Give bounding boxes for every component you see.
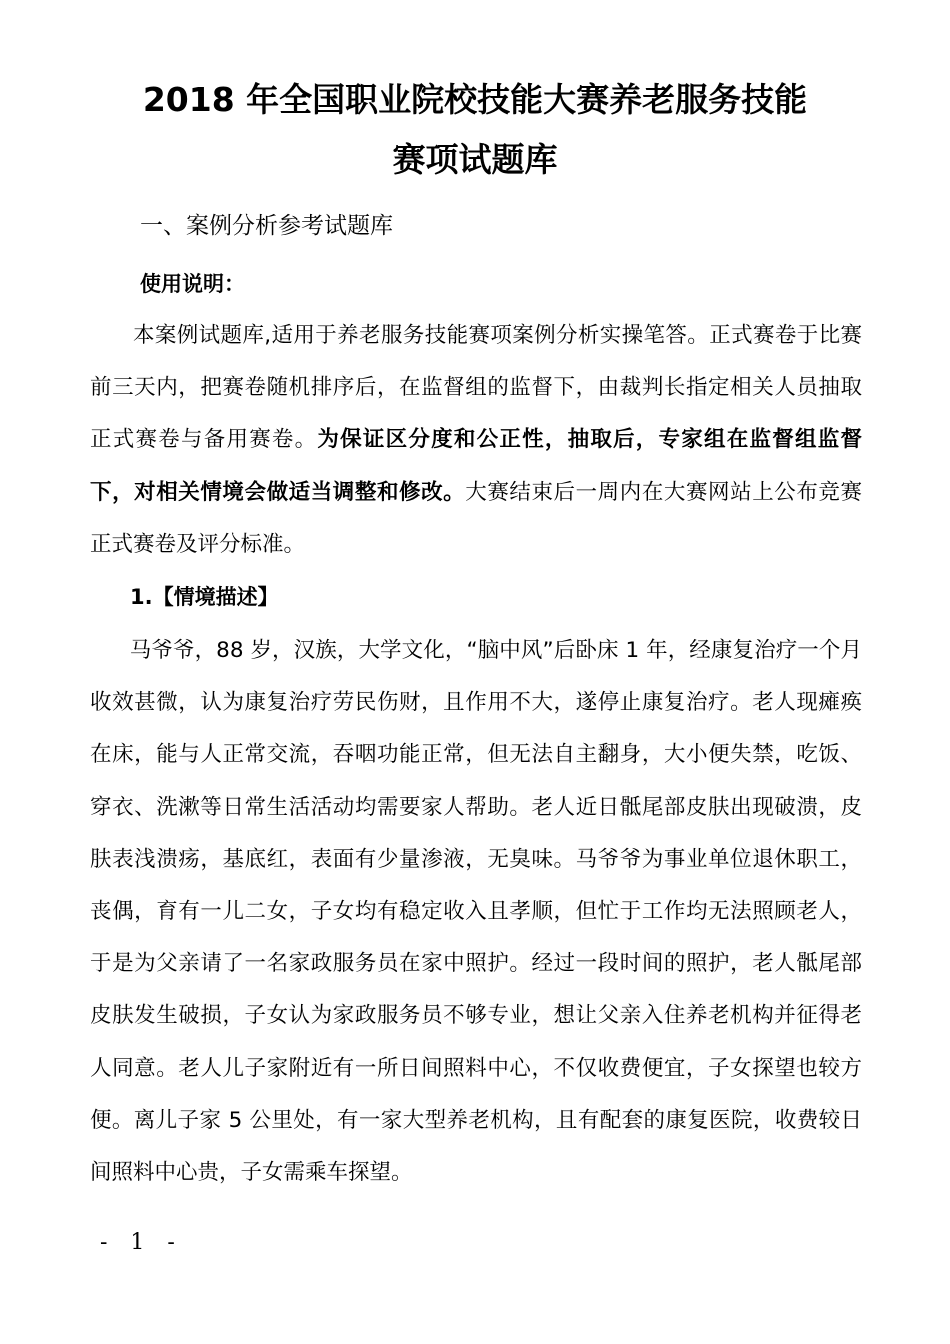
case-description-paragraph: 马爷爷，88 岁，汉族，大学文化，“脑中风”后卧床 1 年，经康复治疗一个月收效甚微，认为康复治疗劳民伤财，且作用不大，遂停止康复治疗。老人现瘫痪在床，能与人正常交流，吞咽功能正常，但无法自主翻身，大小便失禁，吃饭、穿衣、洗漱等日常生活活动均需要家人帮助。老人近日骶尾部皮肤出现破溃，皮肤表浅溃疡，基底红，表面有少量渗液，无臭味。马爷爷为事业单位退休职工，丧偶，育有一儿二女，子女均有稳定收入且孝顺，但忙于工作均无法照顾老人，于是为父亲请了一名家政服务员在家中照护。经过一段时间的照护，老人骶尾部皮肤发生破损，子女认为家政服务员不够专业，想让父亲入住养老机构并征得老人同意。老人儿子家附近有一所日间照料中心，不仅收费便宜，子女探望也较方便。离儿子家 5 公里处，有一家大型养老机构，且有配套的康复医院，收费较日间照料中心贵，子女需乘车探望。: [90, 638, 862, 1186]
section-heading: 一、案例分析参考试题库: [140, 213, 393, 239]
usage-text-part-1: 本案例试题库,适用于养老服务技能赛项案例分析实操笔答。正式赛卷于比赛前三天内，把赛卷随机排序后，在监督组的监督下，由裁判长指定相关人员抽取正式赛卷与备用赛卷。: [90, 323, 862, 453]
case-heading: 1.【情境描述】: [130, 585, 279, 609]
usage-instructions-label: 使用说明：: [140, 272, 245, 296]
document-title-line-1: 2018 年全国职业院校技能大赛养老服务技能: [142, 80, 808, 119]
usage-instructions-paragraph: [90, 310, 862, 571]
page-number: - 1 -: [100, 1230, 183, 1255]
document-title-line-2: 赛项试题库: [392, 140, 558, 179]
usage-text-bold: 为保证区分度和公正性，抽取后，专家组在监督组监督下，对相关情境会做适当调整和修改。: [90, 427, 862, 505]
usage-text-part-3: 大赛结束后一周内在大赛网站上公布竞赛正式赛卷及评分标准。: [90, 479, 862, 557]
